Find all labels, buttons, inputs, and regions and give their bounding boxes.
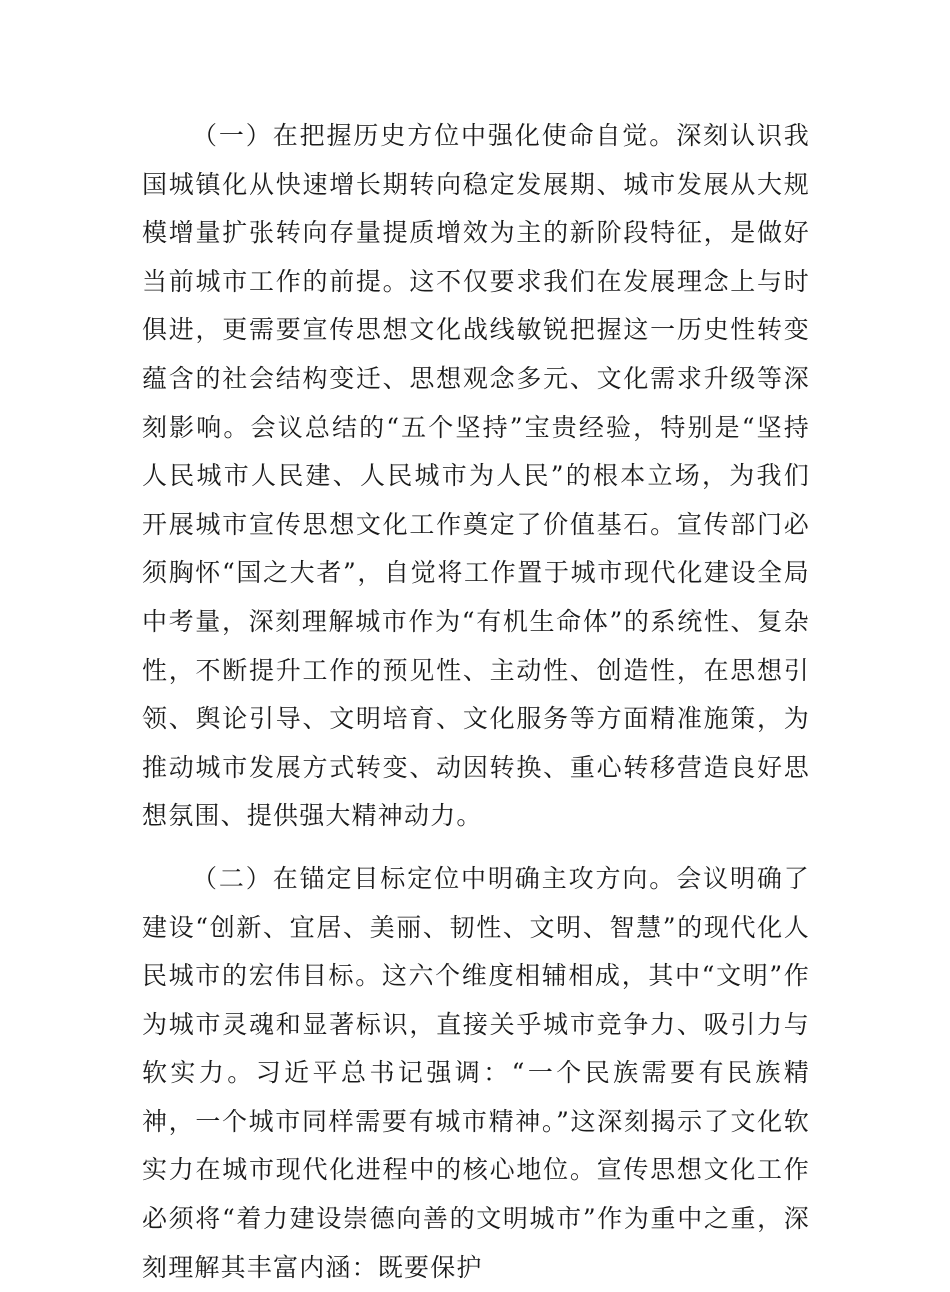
paragraph-2: （二）在锚定目标定位中明确主攻方向。会议明确了建设“创新、宜居、美丽、韧性、文明、智慧”的现代化人民城市的宏伟目标。这六个维度相辅相成，其中“文明”作为城市灵魂和显著标识，直接关乎城市竞争力、吸引力与软实力。习近平总书记强调：“一个民族需要有民族精神，一个城市同样需要有城市精神。”这深刻揭示了文化软实力在城市现代化进程中的核心地位。宣传思想文化工作必须将“着力建设崇德向善的文明城市”作为重中之重，深刻理解其丰富内涵：既要保护 bbox=[142, 863, 810, 1282]
paragraph-1: （一）在把握历史方位中强化使命自觉。深刻认识我国城镇化从快速增长期转向稳定发展期、城市发展从大规模增量扩张转向存量提质增效为主的新阶段特征，是做好当前城市工作的前提。这不仅要求我们在发展理念上与时俱进，更需要宣传思想文化战线敏锐把握这一历史性转变蕴含的社会结构变迁、思想观念多元、文化需求升级等深刻影响。会议总结的“五个坚持”宝贵经验，特别是“坚持人民城市人民建、人民城市为人民”的根本立场，为我们开展城市宣传思想文化工作奠定了价值基石。宣传部门必须胸怀“国之大者”，自觉将工作置于城市现代化建设全局中考量，深刻理解城市作为“有机生命体”的系统性、复杂性，不断提升工作的预见性、主动性、创造性，在思想引领、舆论引导、文明培育、文化服务等方面精准施策，为推动城市发展方式转变、动因转换、重心转移营造良好思想氛围、提供强大精神动力。 bbox=[142, 121, 810, 831]
document-body bbox=[142, 112, 810, 1292]
